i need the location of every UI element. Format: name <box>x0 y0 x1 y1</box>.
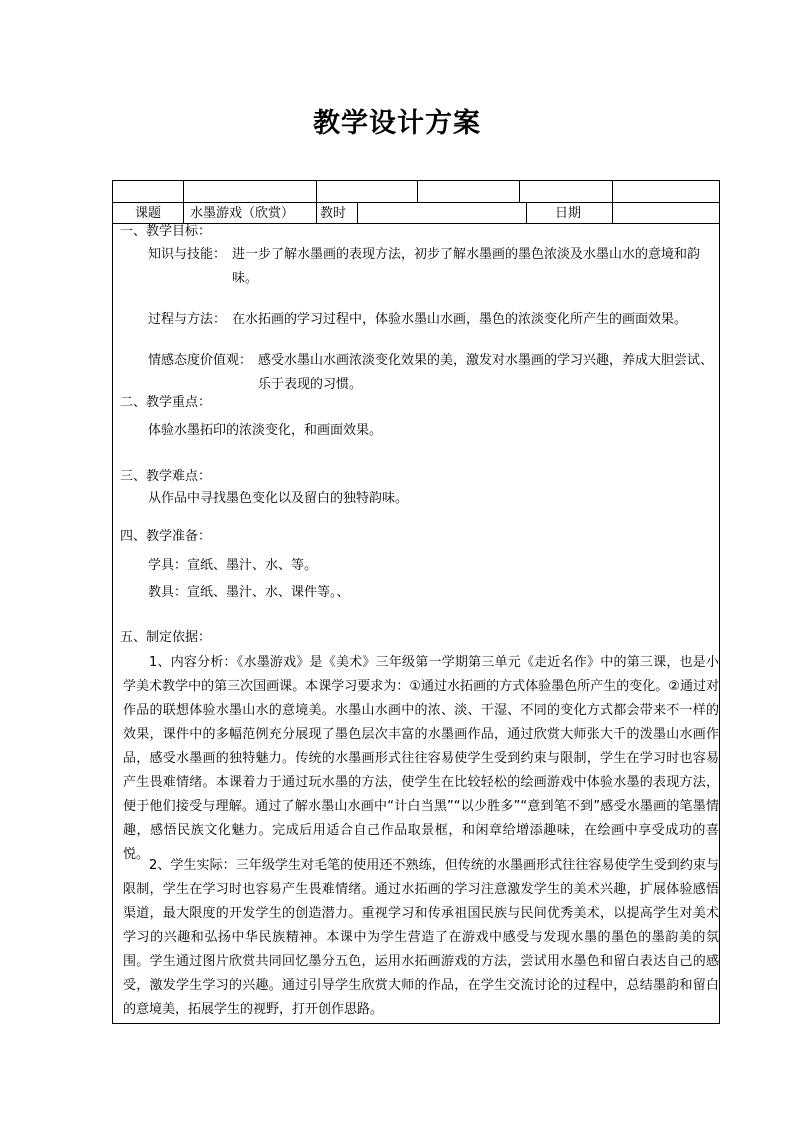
process-label: 过程与方法： <box>148 312 227 327</box>
student-reality-paragraph: 2、学生实际：三年级学生对毛笔的使用还不熟练，但传统的水墨画形式往往容易使学生受到约束与限制，学生在学习时也容易产生畏难情绪。通过水拓画的学习注意激发学生的美术兴趣，扩展体验感悟渠道，最大限度的开发学生的创造潜力。重视学习和传承祖国民族与民间优秀美术，以提高学生对美术学习的兴趣和弘扬中华民族精神。本课中为学生营造了在游戏中感受与发现水墨的墨色的墨韵美的氛围。学生通过图片欣赏共同回忆墨分五色，运用水拓画游戏的方法，尝试用水墨色和留白表达自己的感受，激发学生学习的兴趣。通过引导学生欣赏大师的作品，在学生交流讨论的过程中，总结墨韵和留白的意境美，拓展学生的视野，打开创作思路。 <box>123 858 719 1017</box>
key-points-heading: 二、教学重点： <box>120 395 212 410</box>
lesson-plan-table <box>112 180 720 1024</box>
key-points-text: 体验水墨拓印的浓淡变化，和画面效果。 <box>148 423 383 438</box>
basis-heading: 五、制定依据： <box>120 630 212 645</box>
student-tools: 学具：宣纸、墨汁、水、等。 <box>148 558 318 573</box>
subject-value: 水墨游戏（欣赏） <box>190 206 295 221</box>
preparation-heading: 四、教学准备： <box>120 529 212 544</box>
subject-label: 课题 <box>135 206 162 221</box>
difficulties-heading: 三、教学难点： <box>120 469 212 484</box>
emotion-text: 感受水墨山水画浓淡变化效果的美，激发对水墨画的学习兴趣，养成大胆尝试、乐于表现的习惯。 <box>258 353 714 392</box>
date-label: 日期 <box>555 206 582 221</box>
objectives-heading: 一、教学目标： <box>120 224 212 239</box>
period-label: 教时 <box>320 206 347 221</box>
content-analysis-paragraph: 1、内容分析：《水墨游戏》是《美术》三年级第一学期第三单元《走近名作》中的第三课，也是小学美术教学中的第三次国画课。本课学习要求为：①通过水拓画的方式体验墨色所产生的变化。②通过对作品的联想体验水墨山水的意境美。水墨山水画中的浓、淡、干湿、不同的变化方式都会带来不一样的效果，课件中的多幅范例充分展现了墨色层次丰富的水墨画作品，通过欣赏大师张大千的泼墨山水画作品，感受水墨画的独特魅力。传统的水墨画形式往往容易使学生受到约束与限制，学生在学习时也容易产生畏难情绪。本课着力于通过玩水墨的方法，使学生在比较轻松的绘画游戏中体验水墨的表现方法，便于他们接受与理解。通过了解水墨山水画中“计白当黑”“以少胜多”“意到笔不到”感受水墨画的笔墨情趣，感悟民族文化魅力。完成后用适合自己作品取景框，和闲章给增添趣味，在绘画中享受成功的喜悦。 <box>123 655 719 862</box>
emotion-label: 情感态度价值观： <box>148 353 253 368</box>
blank-header-row <box>113 181 719 203</box>
difficulties-text: 从作品中寻找墨色变化以及留白的独特韵味。 <box>148 491 409 506</box>
knowledge-text: 进一步了解水墨画的表现方法，初步了解水墨画的墨色浓淡及水墨山水的意境和韵味。 <box>232 247 701 286</box>
knowledge-label: 知识与技能： <box>148 247 227 262</box>
document-title: 教学设计方案 <box>313 108 481 139</box>
teacher-tools: 教具：宣纸、墨汁、水、课件等。、 <box>148 585 350 600</box>
process-text: 在水拓画的学习过程中，体验水墨山水画，墨色的浓淡变化所产生的画面效果。 <box>232 312 688 327</box>
